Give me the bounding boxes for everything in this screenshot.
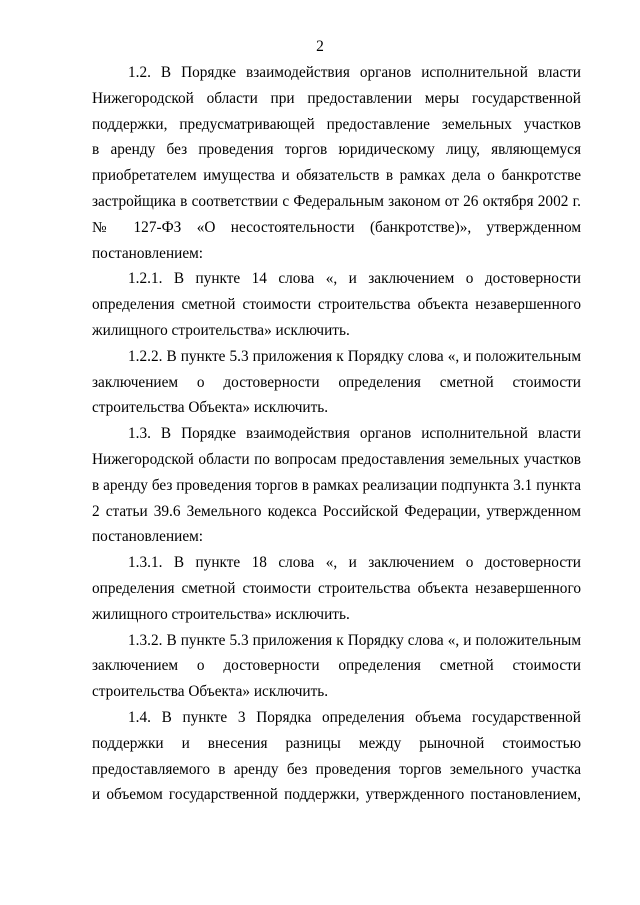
text-line: заключением о достоверности определения сметной стоимости [92, 657, 581, 675]
text-line: в аренду без проведения торгов в рамках реализации подпункта 3.1 пункта [92, 476, 581, 494]
paragraph [92, 705, 581, 808]
text-line: определения сметной стоимости строительства объекта незавершенного [92, 296, 581, 314]
text-line: 2 статьи 39.6 Земельного кодекса Российской Федерации, утвержденном [92, 502, 581, 520]
text-line: жилищного строительства» исключить. [92, 605, 350, 623]
text-line: Нижегородской области при предоставлении меры государственной [92, 89, 581, 107]
document-body [92, 60, 581, 808]
text-line: поддержки, предусматривающей предоставление земельных участков [92, 115, 581, 133]
text-line: 1.4. В пункте 3 Порядка определения объема государственной [128, 708, 581, 726]
text-line: заключением о достоверности определения сметной стоимости [92, 373, 581, 391]
text-line: поддержки и внесения разницы между рыночной стоимостью [92, 734, 581, 752]
paragraph [92, 60, 581, 266]
text-line: 1.2.1. В пункте 14 слова «, и заключением о достоверности [128, 270, 581, 288]
text-line: постановлением: [92, 244, 204, 262]
paragraph [92, 550, 581, 627]
text-line: 1.2.2. В пункте 5.3 приложения к Порядку слова «, и положительным [128, 347, 581, 365]
paragraph [92, 344, 581, 421]
page-number: 2 [316, 38, 324, 55]
text-line: строительства Объекта» исключить. [92, 399, 329, 417]
text-line: предоставляемого в аренду без проведения торгов земельного участка [92, 760, 581, 778]
text-line: жилищного строительства» исключить. [92, 321, 350, 339]
text-line: постановлением: [92, 528, 204, 546]
text-line: определения сметной стоимости строительства объекта незавершенного [92, 579, 581, 597]
text-line: 1.3.2. В пункте 5.3 приложения к Порядку слова «, и положительным [128, 631, 581, 649]
text-line: приобретателем имущества и обязательств в рамках дела о банкротстве [92, 167, 581, 185]
text-line: в аренду без проведения торгов юридическому лицу, являющемуся [92, 141, 581, 159]
paragraph [92, 266, 581, 343]
text-line: № 127-ФЗ «О несостоятельности (банкротстве)», утвержденном [92, 218, 581, 236]
text-line: строительства Объекта» исключить. [92, 683, 329, 701]
text-line: 1.3. В Порядке взаимодействия органов исполнительной власти [128, 425, 581, 443]
paragraph [92, 628, 581, 705]
text-line: 1.2. В Порядке взаимодействия органов исполнительной власти [128, 64, 581, 81]
text-line: 1.3.1. В пункте 18 слова «, и заключением о достоверности [128, 554, 581, 572]
text-line: и объемом государственной поддержки, утвержденного постановлением, [92, 786, 581, 804]
text-line: застройщика в соответствии с Федеральным законом от 26 октября 2002 г. [92, 192, 581, 210]
paragraph [92, 421, 581, 550]
text-line: Нижегородской области по вопросам предоставления земельных участков [92, 450, 581, 468]
